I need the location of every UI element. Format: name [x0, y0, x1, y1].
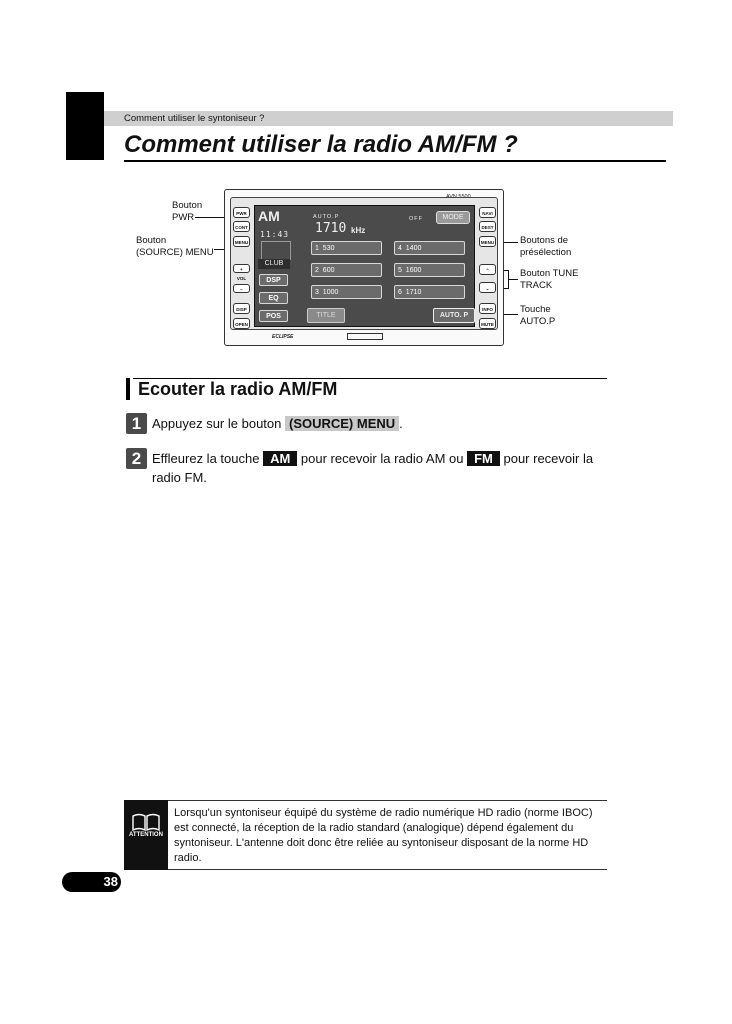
callout-pwr-line1: Bouton	[172, 200, 203, 211]
callout-source-line1: Bouton	[136, 235, 167, 246]
preset-number: 5	[398, 267, 402, 274]
clock-display: 11:43	[260, 230, 290, 239]
club-label: CLUB	[258, 259, 290, 269]
callout-tune-track	[520, 268, 578, 291]
step-text-part: .	[399, 416, 403, 431]
touch-screen	[254, 205, 475, 327]
preset-number: 2	[315, 267, 319, 274]
callout-pwr-line2: PWR	[172, 211, 195, 223]
menu-button[interactable]: MENU	[479, 236, 496, 247]
section-title: Ecouter la radio AM/FM	[138, 379, 338, 399]
tune-up-button[interactable]: ⌃	[479, 264, 496, 275]
preset-3[interactable]	[311, 285, 382, 299]
pos-key[interactable]: POS	[259, 310, 288, 322]
callout-tune-line2: TRACK	[520, 279, 553, 291]
signal-icon	[261, 241, 291, 260]
callout-autop-line1: Touche	[520, 304, 551, 315]
callout-autop-line2: AUTO.P	[520, 315, 556, 327]
title-underline	[124, 160, 666, 162]
preset-frequency: 1710	[405, 289, 422, 296]
tune-down-button[interactable]: ⌄	[479, 282, 496, 293]
callout-presets	[520, 235, 571, 258]
source-menu-button[interactable]: MENU	[233, 236, 250, 247]
preset-frequency: 530	[322, 245, 335, 252]
section-marker	[126, 378, 130, 400]
chapter-tab	[66, 92, 104, 160]
preset-6[interactable]	[394, 285, 465, 299]
preset-frequency: 1400	[405, 245, 422, 252]
callout-autop	[520, 304, 555, 327]
title-key[interactable]: TITLE	[307, 308, 345, 323]
band-label: AM	[258, 208, 280, 224]
open-button[interactable]: OPEN	[233, 318, 250, 329]
autop-key[interactable]: AUTO. P	[433, 308, 475, 323]
leader-tune-c	[508, 279, 518, 280]
attention-text: Lorsqu'un syntoniseur équipé du système de radio numérique HD radio (norme IBOC) est connecté, la réception de la radio standard (analogique) dépend également du syntoniseur. L'antenne doit donc être reliée au syntoniseur disposant de la norme HD radio.	[174, 807, 593, 864]
pwr-button[interactable]: PWR	[233, 207, 250, 218]
step-text-part: pour recevoir la radio AM ou	[297, 451, 468, 466]
preset-2[interactable]	[311, 263, 382, 277]
dsp-key[interactable]: DSP	[259, 274, 288, 286]
callout-presets-line2: présélection	[520, 246, 572, 258]
brand-logo: ECLIPSE	[272, 334, 294, 340]
preset-5[interactable]	[394, 263, 465, 277]
info-button[interactable]: INFO	[479, 303, 496, 314]
eq-key[interactable]: EQ	[259, 292, 288, 304]
callout-source-line2: (SOURCE) MENU	[136, 246, 214, 258]
preset-number: 4	[398, 245, 402, 252]
step-text-part: Appuyez sur le bouton	[152, 416, 285, 431]
step-2-text	[152, 449, 614, 487]
fm-key: FM	[467, 451, 500, 466]
callout-source-menu	[136, 235, 214, 258]
preset-number: 1	[315, 245, 319, 252]
am-key: AM	[263, 451, 297, 466]
vol-down-button[interactable]: −	[233, 284, 250, 293]
frequency-unit: kHz	[351, 226, 366, 235]
attention-label: ATTENTION	[129, 832, 163, 838]
step-text-part: pour recevoir la radio FM.	[152, 451, 594, 485]
step-1-text	[152, 414, 602, 433]
mode-button[interactable]: MODE	[436, 211, 470, 224]
callout-pwr	[172, 200, 202, 223]
autop-indicator: AUTO.P	[313, 214, 340, 220]
dest-button[interactable]: DEST	[479, 221, 496, 232]
breadcrumb: Comment utiliser le syntoniseur ?	[124, 113, 265, 124]
disc-slot	[347, 333, 383, 340]
navi-button[interactable]: NAVI	[479, 207, 496, 218]
callout-presets-line1: Boutons de	[520, 235, 569, 246]
page-title: Comment utiliser la radio AM/FM ?	[124, 131, 518, 158]
source-menu-key: (SOURCE) MENU	[285, 416, 399, 431]
preset-frequency: 600	[322, 267, 335, 274]
preset-frequency: 1600	[405, 267, 422, 274]
off-indicator: OFF	[409, 216, 423, 222]
preset-number: 6	[398, 289, 402, 296]
page-number: 38	[103, 874, 118, 889]
step-text-part: Effleurez la touche	[152, 451, 264, 466]
cont-button[interactable]: CONT	[233, 221, 250, 232]
disp-button[interactable]: DISP	[233, 303, 250, 314]
preset-1[interactable]	[311, 241, 382, 255]
step-number: 2	[126, 448, 147, 469]
step-number: 1	[126, 413, 147, 434]
mute-button[interactable]: MUTE	[479, 318, 496, 329]
frequency-display: 1710	[315, 221, 347, 236]
vol-up-button[interactable]: +	[233, 264, 250, 273]
preset-frequency: 1000	[322, 289, 339, 296]
vol-label: VOL	[236, 276, 247, 281]
callout-tune-line1: Bouton TUNE	[520, 268, 579, 279]
preset-4[interactable]	[394, 241, 465, 255]
preset-number: 3	[315, 289, 319, 296]
